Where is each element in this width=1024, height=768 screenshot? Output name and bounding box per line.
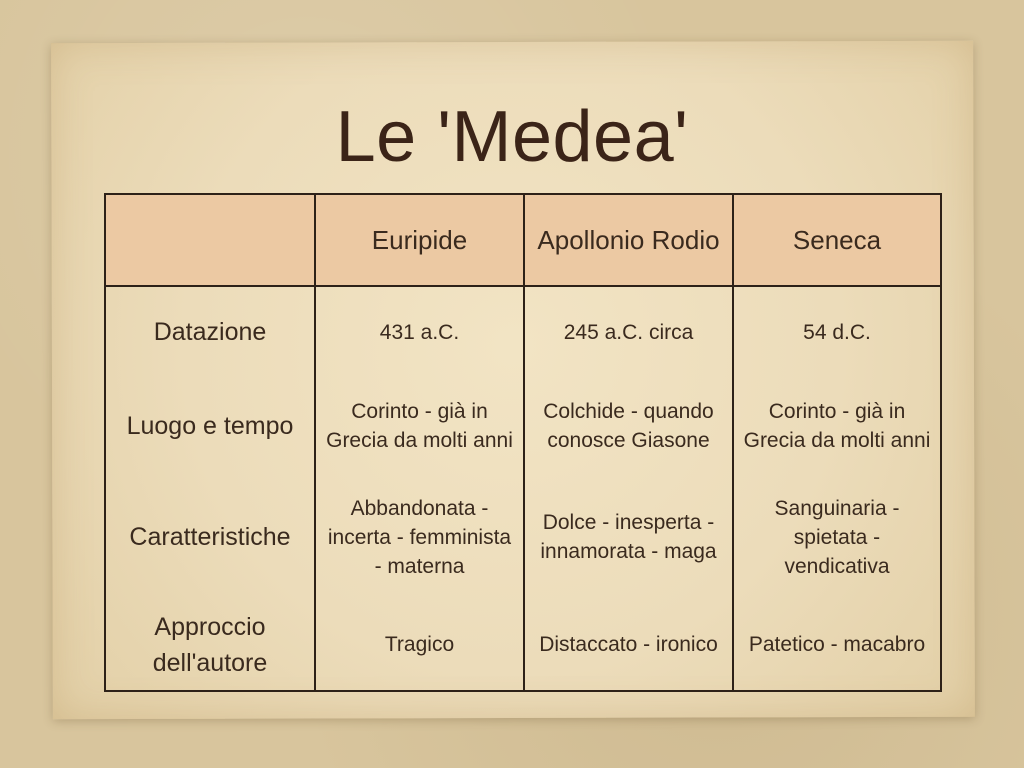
table-cell: 54 d.C. <box>733 286 941 377</box>
row-label-luogo-e-tempo: Luogo e tempo <box>105 377 315 475</box>
table-row <box>105 475 941 599</box>
header-seneca: Seneca <box>733 194 941 286</box>
table-cell: Patetico - macabro <box>733 599 941 691</box>
table-cell: 431 a.C. <box>315 286 524 377</box>
table-cell: Colchide - quando conosce Giasone <box>524 377 733 475</box>
header-corner-cell <box>105 194 315 286</box>
comparison-table <box>104 193 942 692</box>
table-row <box>105 377 941 475</box>
table-row <box>105 286 941 377</box>
header-apollonio-rodio: Apollonio Rodio <box>524 194 733 286</box>
row-label-datazione: Datazione <box>105 286 315 377</box>
table-cell: Corinto - già in Grecia da molti anni <box>315 377 524 475</box>
table-cell: 245 a.C. circa <box>524 286 733 377</box>
table-cell: Tragico <box>315 599 524 691</box>
header-euripide: Euripide <box>315 194 524 286</box>
row-label-caratteristiche: Caratteristiche <box>105 475 315 599</box>
row-label-approccio-dell-autore: Approccio dell'autore <box>105 599 315 691</box>
slide-title: Le 'Medea' <box>335 97 689 177</box>
table-cell: Distaccato - ironico <box>524 599 733 691</box>
table-cell: Dolce - inesperta - innamorata - maga <box>524 475 733 599</box>
table-cell: Sanguinaria - spietata - vendicativa <box>733 475 941 599</box>
table-cell: Corinto - già in Grecia da molti anni <box>733 377 941 475</box>
table-cell: Abbandonata - incerta - femminista - materna <box>315 475 524 599</box>
table-row <box>105 599 941 691</box>
table-header-row <box>105 194 941 286</box>
